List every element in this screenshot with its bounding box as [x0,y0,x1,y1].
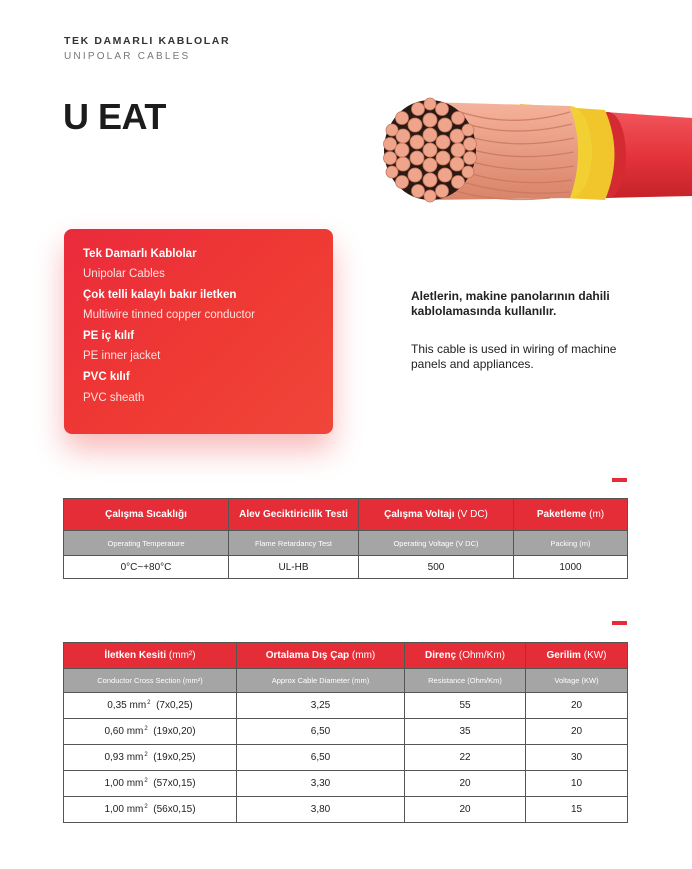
cable-illustration [380,92,692,210]
subheader-cell: Resistance (Ohm/Km) [405,669,526,693]
spec-line: Unipolar Cables [83,268,165,280]
table-cell: 0,60 $mm^2$ (19x0,20) [64,719,237,745]
header-cell: Çalışma Voltajı (V DC) [359,499,514,531]
table-cell: 500 [359,556,514,579]
description-en: This cable is used in wiring of machine panels and appliances. [411,342,617,371]
header-cell: Çalışma Sıcaklığı [64,499,229,531]
subheader-cell: Flame Retardancy Test [229,531,359,556]
specs-card [64,229,333,434]
spec-line: PVC kılıf [83,371,130,383]
table-cell: 6,50 [237,745,405,771]
table-cell: 1,00 $mm^2$ (56x0,15) [64,797,237,823]
section-marker [612,621,627,625]
table-cell: 35 [405,719,526,745]
product-title: U EAT [63,96,166,137]
spec-line: Tek Damarlı Kablolar [83,248,197,260]
table-cell: 3,25 [237,693,405,719]
table-row [64,693,628,719]
operating-specs-table [63,498,628,579]
category-title-en: UNIPOLAR CABLES [64,51,191,62]
table-row [64,719,628,745]
header-cell: Direnç (Ohm/Km) [405,643,526,669]
table-cell: 20 [526,693,628,719]
table-cell: 20 [405,771,526,797]
table-cell: 20 [405,797,526,823]
header-cell: Paketleme (m) [514,499,628,531]
subheader-cell: Voltage (KW) [526,669,628,693]
table-cell: 30 [526,745,628,771]
table-row [64,745,628,771]
table-cell: 1,00 $mm^2$ (57x0,15) [64,771,237,797]
cable-dimensions-table [63,642,628,823]
spec-line: PE inner jacket [83,350,161,362]
description-tr: Aletlerin, makine panolarının dahili kablolamasında kullanılır. [411,289,610,318]
subheader-cell: Approx Cable Diameter (mm) [237,669,405,693]
table-cell: 10 [526,771,628,797]
subheader-cell: Operating Temperature [64,531,229,556]
header-cell: İletken Kesiti (mm²) [64,643,237,669]
spec-line: PVC sheath [83,392,145,404]
spec-line: Multiwire tinned copper conductor [83,309,255,321]
section-marker [612,478,627,482]
table-row [64,556,628,579]
table-cell: 55 [405,693,526,719]
header-cell: Gerilim (KW) [526,643,628,669]
table-cell: 0,93 $mm^2$ (19x0,25) [64,745,237,771]
table-row [64,797,628,823]
subheader-cell: Packing (m) [514,531,628,556]
header-cell: Alev Geciktiricilik Testi [229,499,359,531]
subheader-cell: Conductor Cross Section (mm²) [64,669,237,693]
table-cell: 0,35 $mm^2$ (7x0,25) [64,693,237,719]
table-cell: 22 [405,745,526,771]
table-cell: 20 [526,719,628,745]
table-cell: 3,30 [237,771,405,797]
spec-line: Çok telli kalaylı bakır iletken [83,289,237,301]
table-cell: 15 [526,797,628,823]
spec-line: PE iç kılıf [83,330,135,342]
table-cell: 3,80 [237,797,405,823]
table-cell: 1000 [514,556,628,579]
table-cell: 0°C~+80°C [64,556,229,579]
header-cell: Ortalama Dış Çap (mm) [237,643,405,669]
subheader-cell: Operating Voltage (V DC) [359,531,514,556]
table-row [64,771,628,797]
table-cell: 6,50 [237,719,405,745]
table-cell: UL-HB [229,556,359,579]
category-title-tr: TEK DAMARLI KABLOLAR [64,35,231,47]
